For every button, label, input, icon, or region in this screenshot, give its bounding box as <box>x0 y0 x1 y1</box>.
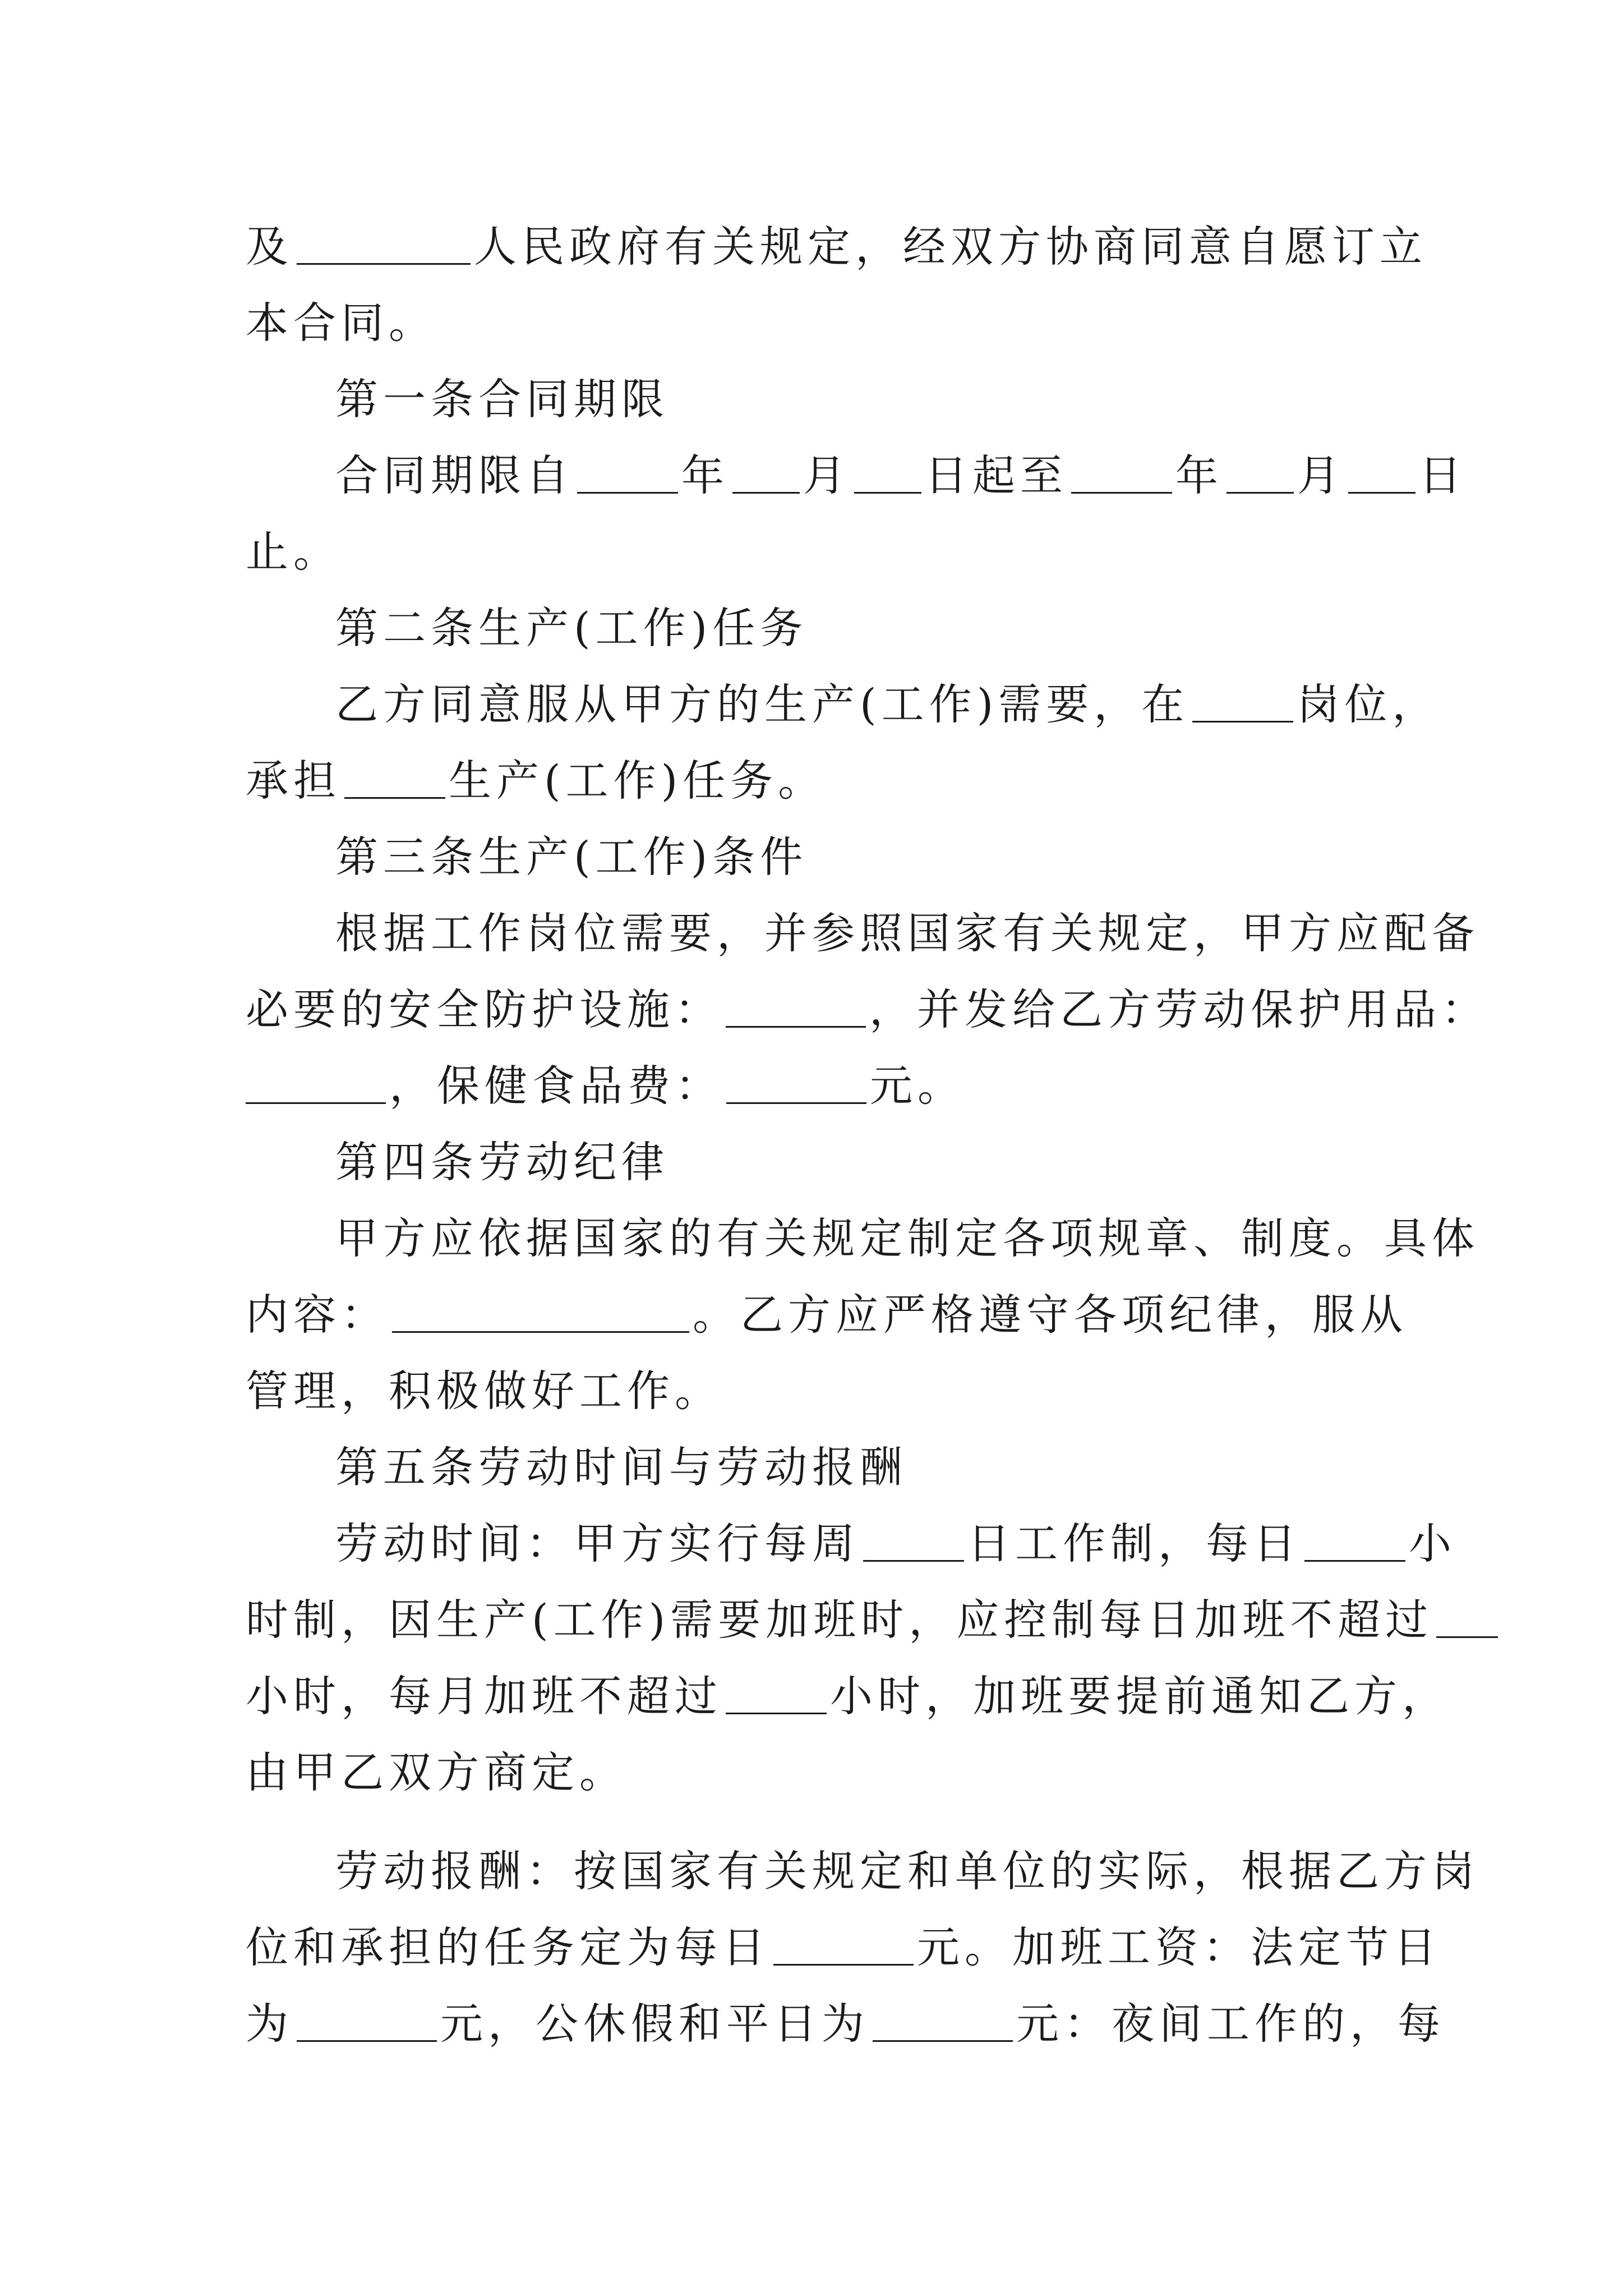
text-segment: 承担 <box>246 756 341 806</box>
text-line <box>246 209 1427 285</box>
text-line <box>246 1833 1479 1910</box>
text-segment: 本合同。 <box>246 298 436 348</box>
text-line <box>246 1048 1395 1124</box>
article-heading <box>246 819 1395 895</box>
text-segment: 月 <box>803 450 851 500</box>
text-line <box>246 438 1467 514</box>
text-line <box>246 895 1479 972</box>
text-segment: 由甲乙双方商定。 <box>246 1747 627 1797</box>
fill-in-blank[interactable] <box>1071 457 1172 494</box>
text-segment: 元。加班工资：法定节日 <box>917 1922 1441 1972</box>
fill-in-blank[interactable] <box>1348 457 1415 494</box>
text-line <box>246 1734 1395 1811</box>
text-segment: 止。 <box>246 527 341 577</box>
fill-in-blank[interactable] <box>1436 1602 1498 1638</box>
text-segment: 元。 <box>870 1061 965 1111</box>
fill-in-blank[interactable] <box>297 2005 437 2042</box>
fill-in-blank[interactable] <box>246 1068 386 1104</box>
text-segment: ，保健食品费： <box>389 1061 723 1111</box>
text-segment: 时制，因生产(工作)需要加班时，应控制每日加班不超过 <box>246 1595 1433 1645</box>
paragraph-gap <box>246 1811 1395 1833</box>
article-heading <box>246 1124 1395 1200</box>
fill-in-blank[interactable] <box>1304 1525 1405 1562</box>
text-line <box>246 1910 1441 1986</box>
fill-in-blank[interactable] <box>1192 686 1293 723</box>
text-line <box>246 1277 1408 1353</box>
text-segment: 小时，每月加班不超过 <box>246 1671 722 1721</box>
text-line <box>246 743 1395 819</box>
fill-in-blank[interactable] <box>854 457 921 494</box>
text-segment: 为 <box>246 1999 293 2049</box>
text-line <box>246 1658 1450 1734</box>
article-heading <box>246 590 1395 666</box>
text-line <box>246 285 1395 361</box>
text-segment: 根据工作岗位需要，并参照国家有关规定，甲方应配备 <box>335 908 1479 958</box>
article-heading <box>246 361 1395 438</box>
text-segment: 年 <box>681 450 729 500</box>
text-segment: 位和承担的任务定为每日 <box>246 1922 770 1972</box>
text-segment: 岗位， <box>1297 679 1440 729</box>
text-line <box>246 666 1440 743</box>
fill-in-blank[interactable] <box>732 457 800 494</box>
text-segment: 第二条生产(工作)任务 <box>335 603 808 653</box>
text-segment: 管理，积极做好工作。 <box>246 1366 722 1416</box>
text-segment: 第四条劳动纪律 <box>335 1137 669 1187</box>
fill-in-blank[interactable] <box>873 2005 1013 2042</box>
fill-in-blank[interactable] <box>773 1929 914 1966</box>
text-segment: 内容： <box>246 1290 389 1340</box>
text-segment: 日起至 <box>925 450 1068 500</box>
fill-in-blank[interactable] <box>863 1525 964 1562</box>
text-segment: 第五条劳动时间与劳动报酬 <box>335 1442 907 1492</box>
fill-in-blank[interactable] <box>344 762 445 799</box>
fill-in-blank[interactable] <box>1227 457 1294 494</box>
document-body <box>246 209 1489 2062</box>
article-heading <box>246 1429 1395 1506</box>
fill-in-blank[interactable] <box>577 457 678 494</box>
text-segment: 月 <box>1297 450 1345 500</box>
text-segment: 元：夜间工作的，每 <box>1016 1999 1445 2049</box>
fill-in-blank[interactable] <box>297 228 471 265</box>
text-line <box>246 1986 1445 2062</box>
text-segment: 甲方应依据国家的有关规定制定各项规章、制度。具体 <box>335 1213 1479 1263</box>
text-line <box>246 514 1395 590</box>
text-segment: 年 <box>1175 450 1223 500</box>
text-segment: ，并发给乙方劳动保护用品： <box>869 984 1489 1034</box>
text-line <box>246 1353 1395 1429</box>
text-segment: 第三条生产(工作)条件 <box>335 832 808 882</box>
text-segment: 生产(工作)任务。 <box>449 756 826 806</box>
fill-in-blank[interactable] <box>726 991 866 1028</box>
fill-in-blank[interactable] <box>726 1068 866 1104</box>
text-segment: 元，公休假和平日为 <box>440 1999 869 2049</box>
text-line <box>246 1582 1433 1658</box>
text-line <box>246 1506 1456 1582</box>
text-segment: 劳动报酬：按国家有关规定和单位的实际，根据乙方岗 <box>335 1846 1479 1896</box>
text-segment: 必要的安全防护设施： <box>246 984 722 1034</box>
fill-in-blank[interactable] <box>726 1678 827 1714</box>
text-segment: 。乙方应严格遵守各项纪律，服从 <box>693 1290 1408 1340</box>
text-segment: 乙方同意服从甲方的生产(工作)需要，在 <box>335 679 1189 729</box>
text-segment: 第一条合同期限 <box>335 374 669 424</box>
text-segment: 小时，加班要提前通知乙方， <box>830 1671 1450 1721</box>
text-segment: 劳动时间：甲方实行每周 <box>335 1519 860 1568</box>
fill-in-blank[interactable] <box>392 1296 689 1333</box>
text-segment: 及 <box>246 222 293 272</box>
text-line <box>246 1200 1479 1277</box>
text-segment: 日工作制，每日 <box>967 1519 1301 1568</box>
text-segment: 人民政府有关规定，经双方协商同意自愿订立 <box>474 222 1427 272</box>
text-line <box>246 972 1489 1048</box>
text-segment: 小 <box>1409 1519 1456 1568</box>
text-segment: 合同期限自 <box>335 450 574 500</box>
text-segment: 日 <box>1419 450 1467 500</box>
